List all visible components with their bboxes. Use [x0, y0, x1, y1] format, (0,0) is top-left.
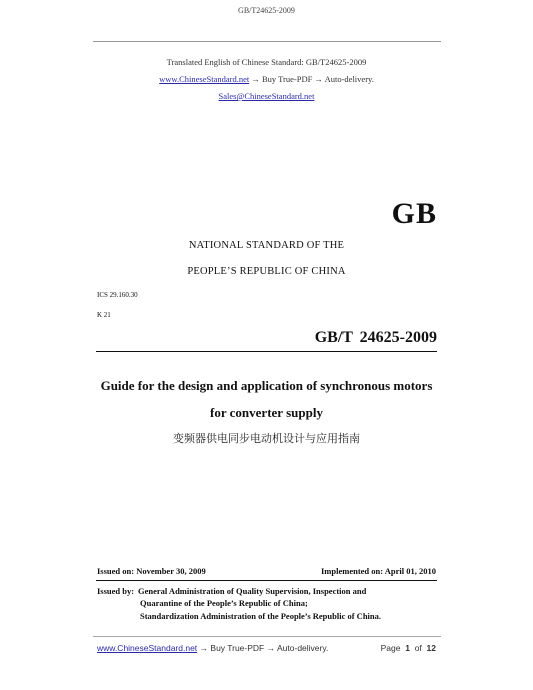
- title-english-line1: Guide for the design and application of synchronous motors: [100, 378, 433, 393]
- issuer-line: General Administration of Quality Supervision, Inspection and: [138, 586, 367, 596]
- page-total: 12: [426, 643, 436, 653]
- page-of-label: of: [414, 643, 422, 653]
- issued-by-label: Issued by:: [97, 586, 135, 596]
- sales-email-link[interactable]: Sales@ChineseStandard.net: [218, 91, 315, 101]
- footer-promo: [97, 643, 328, 653]
- site-link[interactable]: www.ChineseStandard.net: [159, 74, 250, 84]
- title-english-line2: for converter supply: [210, 405, 323, 420]
- page-label: Page: [380, 643, 401, 653]
- running-header: GB/T24625-2009: [238, 6, 295, 15]
- ics-code: ICS 29.160.30: [97, 291, 138, 299]
- header-divider: [93, 41, 441, 42]
- issued-on-date: Issued on: November 30, 2009: [97, 566, 206, 576]
- gb-logo: GB: [391, 197, 437, 230]
- national-standard-line2: PEOPLE’S REPUBLIC OF CHINA: [187, 266, 346, 277]
- national-standard-line1: NATIONAL STANDARD OF THE: [188, 240, 345, 251]
- footer-divider: [93, 636, 441, 637]
- standard-number: GB/T 24625-2009: [314, 329, 437, 346]
- standard-number-rule: [96, 351, 437, 352]
- page-current: 1: [405, 643, 410, 653]
- issuer-line: Quarantine of the People’s Republic of China;: [140, 598, 308, 608]
- promo-text: → Buy True-PDF → Auto-delivery.: [249, 74, 374, 84]
- email-line: [0, 91, 533, 101]
- issuance-rule: [96, 580, 437, 581]
- issuer-line: Standardization Administration of the People’s Republic of China.: [140, 611, 382, 621]
- implemented-on-date: Implemented on: April 01, 2010: [321, 566, 436, 576]
- classification-code: K 21: [97, 311, 111, 319]
- footer-site-link[interactable]: www.ChineseStandard.net: [97, 643, 198, 653]
- promo-line: [0, 74, 533, 84]
- page-indicator: [381, 643, 436, 653]
- translated-notice: Translated English of Chinese Standard: GB/T24625-2009: [166, 57, 367, 67]
- footer-promo-text: → Buy True-PDF → Auto-delivery.: [197, 643, 329, 653]
- title-chinese: 变频器供电同步电动机设计与应用指南: [173, 432, 360, 445]
